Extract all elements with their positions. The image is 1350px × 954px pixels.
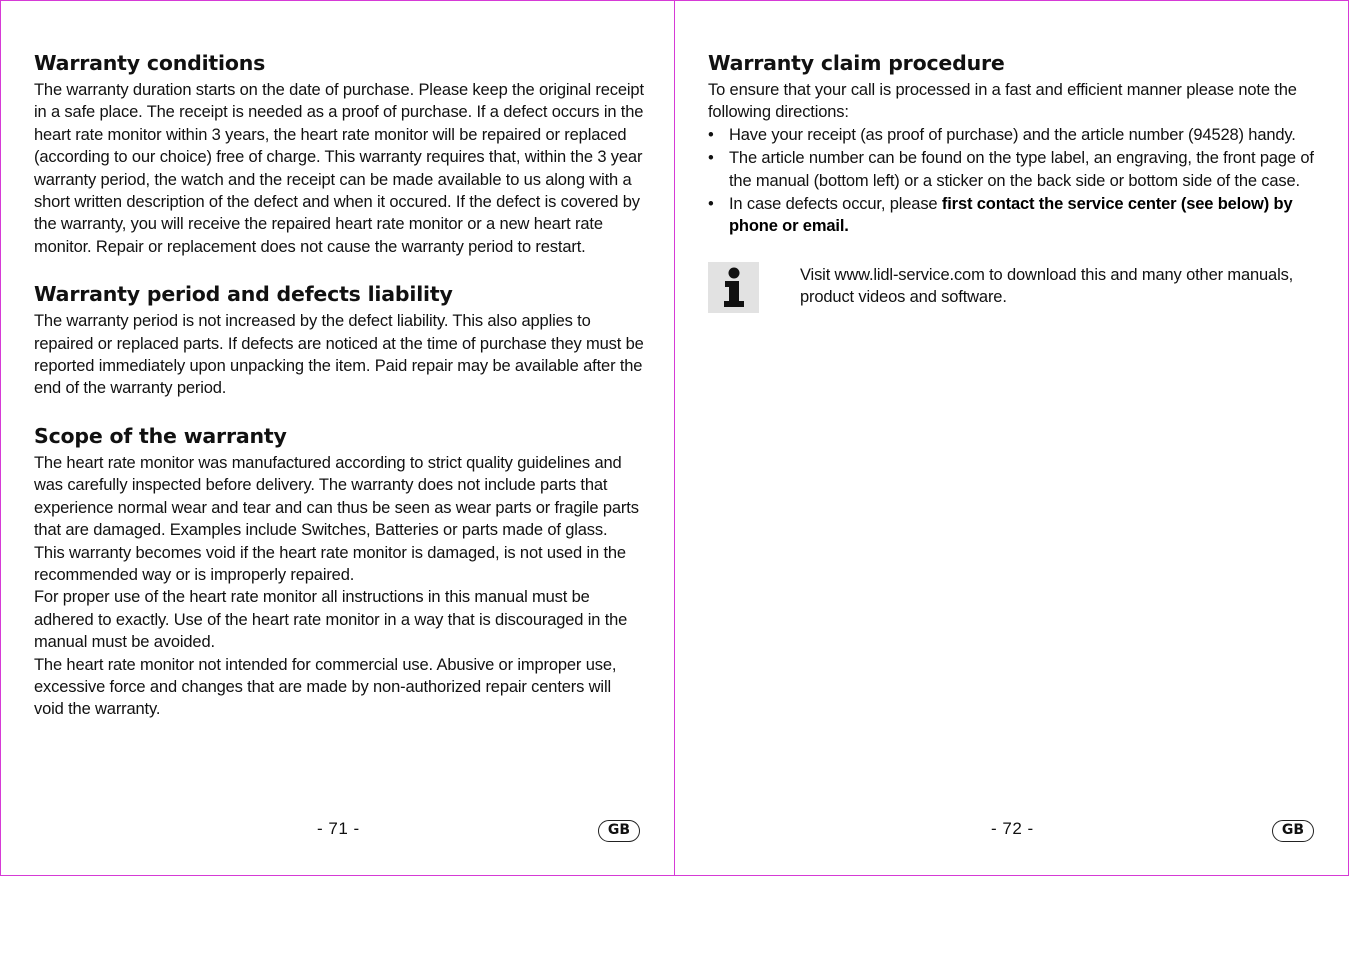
list-item xyxy=(708,147,1318,192)
info-text: Visit www.lidl-service.com to download this and many other manuals, product videos and software. xyxy=(800,265,1294,307)
right-page-content xyxy=(708,49,1318,322)
section-heading: Warranty conditions xyxy=(34,51,266,75)
language-badge: GB xyxy=(1272,820,1314,842)
info-icon xyxy=(708,262,759,313)
intro-paragraph: To ensure that your call is processed in a fast and efficient manner please note the following directions: xyxy=(708,81,1297,122)
bullet: • xyxy=(708,195,714,214)
list-item-text: Have your receipt (as proof of purchase) and the article number (94528) handy. xyxy=(729,125,1296,144)
list-item-text: The article number can be found on the type label, an engraving, the front page of the manual (bottom left) or a sticker on the back side or bottom side of the case. xyxy=(729,149,1314,190)
list-item xyxy=(708,193,1318,238)
list-item-text: In case defects occur, please xyxy=(729,195,942,214)
left-page xyxy=(0,0,675,876)
page-number: - 72 - xyxy=(991,819,1034,838)
bullet: • xyxy=(708,149,714,168)
left-page-content xyxy=(34,49,644,743)
section-warranty-conditions xyxy=(34,49,644,258)
section-paragraph: The heart rate monitor was manufactured according to strict quality guidelines and was carefully inspected before delivery. The warranty does not include parts that experience normal wear and tear and can thus be seen as wear parts or fragile parts that are damaged. Examples include Switches, Batteries or parts made of glass. xyxy=(34,453,639,540)
section-paragraph: This warranty becomes void if the heart rate monitor is damaged, is not used in the recommended way or is improperly repaired. xyxy=(34,543,626,584)
section-paragraph: The heart rate monitor not intended for commercial use. Abusive or improper use, excessive force and changes that are made by non-authorized repair centers will void the warranty. xyxy=(34,655,617,719)
bullet: • xyxy=(708,125,714,144)
section-paragraph: The warranty duration starts on the date of purchase. Please keep the original receipt in a safe place. The receipt is needed as a proof of purchase. If a defect occurs in the heart rate monitor within 3 years, the heart rate monitor will be repaired or replaced (according to our choice) free of charge. This warranty requires that, within the 3 year warranty period, the watch and the receipt can be made available to us along with a short written description of the defect and when it occured. If the defect is covered by the warranty, you will receive the repaired heart rate monitor or a new heart rate monitor. Repair or replacement does not cause the warranty period to restart. xyxy=(34,81,644,256)
section-paragraph: The warranty period is not increased by the defect liability. This also applies to repaired or replaced parts. If defects are noticed at the time of purchase they must be reported immediately upon unpacking the item. Paid repair may be available after the end of the warranty period. xyxy=(34,312,644,398)
list-item-emphasis: first contact the service center (see below) by phone or email. xyxy=(729,195,1293,236)
right-page xyxy=(674,0,1349,876)
section-scope-of-warranty xyxy=(34,422,644,721)
section-paragraph: For proper use of the heart rate monitor all instructions in this manual must be adhered to exactly. Use of the heart rate monitor in a way that is discouraged in the manual must be avoided. xyxy=(34,588,628,652)
section-heading: Scope of the warranty xyxy=(34,423,287,448)
info-note xyxy=(708,262,1318,322)
directions-list xyxy=(708,124,1318,238)
list-item xyxy=(708,124,1318,146)
section-heading: Warranty period and defects liability xyxy=(34,282,453,307)
section-heading: Warranty claim procedure xyxy=(708,51,1005,75)
page-number: - 71 - xyxy=(317,819,360,838)
section-warranty-period xyxy=(34,280,644,400)
language-badge: GB xyxy=(598,820,640,842)
